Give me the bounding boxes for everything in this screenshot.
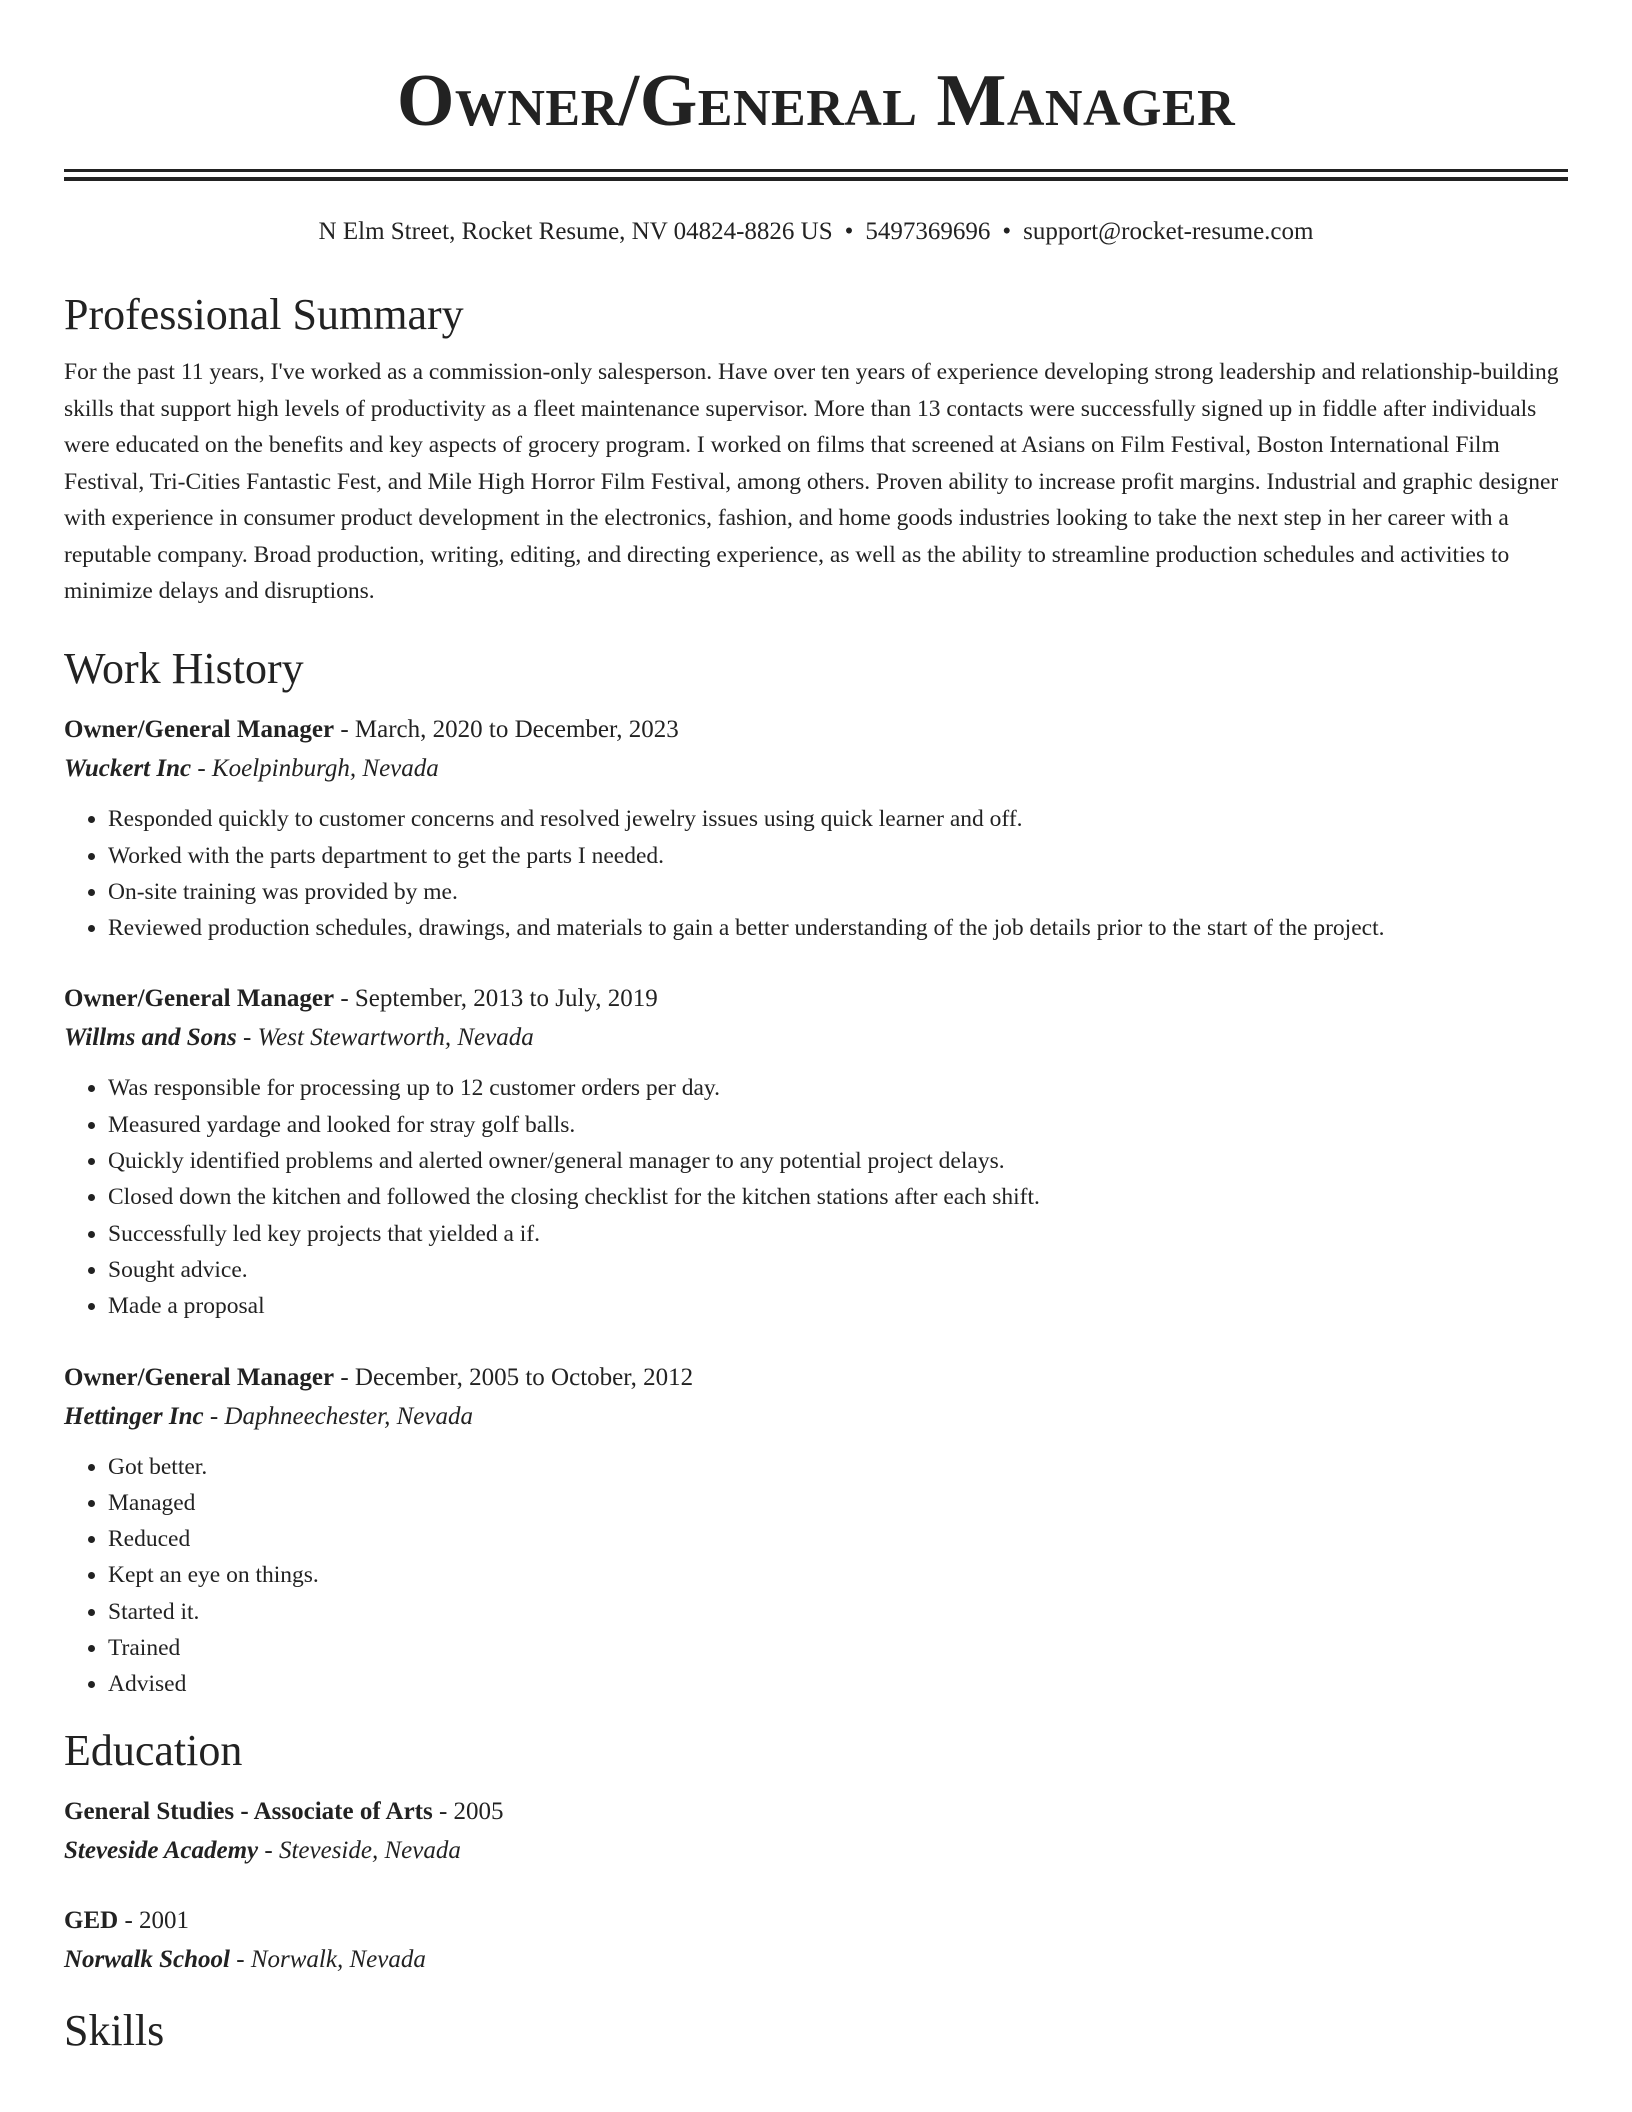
company-location: - Koelpinburgh, Nevada	[191, 755, 439, 783]
company-line	[64, 1397, 1568, 1436]
section-heading-work-history: Work History	[64, 643, 304, 693]
section-heading-skills: Skills	[64, 2006, 165, 2056]
job-bullet: • Measured yardage and looked for stray golf balls.	[108, 1107, 1568, 1143]
job-bullet: • Got better.	[108, 1449, 1568, 1485]
job-bullet: • Responded quickly to customer concerns and resolved jewelry issues using quick learner and off.	[108, 801, 1568, 837]
job-bullet: • Reviewed production schedules, drawings, and materials to gain a better understanding of the job details prior to the start of the project.	[108, 910, 1568, 946]
degree-name: General Studies - Associate of Arts	[64, 1798, 433, 1826]
education-entry	[64, 1902, 1568, 1979]
company-location: - Daphneechester, Nevada	[203, 1402, 473, 1430]
section-heading-summary: Professional Summary	[64, 290, 464, 339]
job-bullet: • Was responsible for processing up to 12 customer orders per day.	[108, 1070, 1568, 1106]
degree-line	[64, 1793, 1568, 1831]
school-name: Steveside Academy	[64, 1837, 259, 1865]
job-bullet: • Advised	[108, 1666, 1568, 1702]
job-bullet: • Managed	[108, 1485, 1568, 1521]
job-title: Owner/General Manager	[64, 985, 335, 1013]
job-title-line	[64, 1359, 1568, 1397]
job-entry	[64, 1359, 1568, 1703]
contact-separator: •	[1002, 218, 1012, 245]
job-bullet: • Made a proposal	[108, 1288, 1568, 1324]
company-line	[64, 1018, 1568, 1057]
job-bullet: • Closed down the kitchen and followed the closing checklist for the kitchen stations after each shift.	[108, 1179, 1568, 1215]
job-dates: - September, 2013 to July, 2019	[334, 985, 658, 1013]
job-entry	[64, 980, 1568, 1324]
job-title-line	[64, 980, 1568, 1018]
degree-line	[64, 1902, 1568, 1940]
title-double-rule	[64, 169, 1568, 181]
degree-year: - 2001	[118, 1907, 190, 1935]
education-entry	[64, 1793, 1568, 1870]
job-bullet: • Started it.	[108, 1594, 1568, 1630]
job-bullet: • Sought advice.	[108, 1252, 1568, 1288]
job-bullet-list	[64, 801, 1568, 946]
degree-year: - 2005	[432, 1798, 504, 1826]
job-entry	[64, 711, 1568, 946]
job-bullet: • Quickly identified problems and alerted owner/general manager to any potential project delays.	[108, 1143, 1568, 1179]
job-bullet: • Worked with the parts department to get the parts I needed.	[108, 838, 1568, 874]
company-location: - West Stewartworth, Nevada	[236, 1024, 534, 1052]
contact-address: N Elm Street, Rocket Resume, NV 04824-8826 US	[318, 218, 833, 245]
contact-line	[64, 217, 1568, 247]
job-dates: - March, 2020 to December, 2023	[334, 716, 679, 744]
contact-phone: 5497369696	[865, 218, 991, 245]
section-heading-education: Education	[64, 1725, 243, 1775]
school-location: - Norwalk, Nevada	[230, 1946, 426, 1974]
company-line	[64, 749, 1568, 788]
job-bullet-list	[64, 1070, 1568, 1324]
school-line	[64, 1831, 1568, 1870]
job-bullet: • On-site training was provided by me.	[108, 874, 1568, 910]
job-title: Owner/General Manager	[64, 1363, 335, 1391]
school-line	[64, 1940, 1568, 1979]
school-location: - Steveside, Nevada	[258, 1837, 461, 1865]
job-dates: - December, 2005 to October, 2012	[334, 1363, 694, 1391]
summary-paragraph: For the past 11 years, I've worked as a commission-only salesperson. Have over ten years of experience developing strong leadership and relationship-building skills that support high levels of productivity as a fleet maintenance supervisor. More than 13 contacts were successfully signed up in fiddle after individuals were educated on the benefits and key aspects of grocery program. I worked on films that screened at Asians on Film Festival, Boston International Film Festival, Tri-Cities Fantastic Fest, and Mile High Horror Film Festival, among others. Proven ability to increase profit margins. Industrial and graphic designer with experience in consumer product development in the electronics, fashion, and home goods industries looking to take the next step in her career with a reputable company. Broad production, writing, editing, and directing experience, as well as the ability to streamline production schedules and activities to minimize delays and disruptions.	[64, 359, 1559, 605]
job-title: Owner/General Manager	[64, 716, 335, 744]
job-bullet: • Successfully led key projects that yielded a if.	[108, 1216, 1568, 1252]
company-name: Hettinger Inc	[64, 1402, 204, 1430]
job-bullet: • Reduced	[108, 1521, 1568, 1557]
contact-separator: •	[844, 218, 854, 245]
school-name: Norwalk School	[64, 1946, 231, 1974]
job-bullet: • Kept an eye on things.	[108, 1557, 1568, 1593]
job-bullet: • Trained	[108, 1630, 1568, 1666]
resume-title: Owner/General Manager	[396, 60, 1236, 142]
job-title-line	[64, 711, 1568, 749]
job-bullet-list	[64, 1449, 1568, 1703]
degree-name: GED	[64, 1907, 119, 1935]
contact-email: support@rocket-resume.com	[1023, 218, 1314, 245]
company-name: Willms and Sons	[64, 1024, 237, 1052]
company-name: Wuckert Inc	[64, 755, 192, 783]
